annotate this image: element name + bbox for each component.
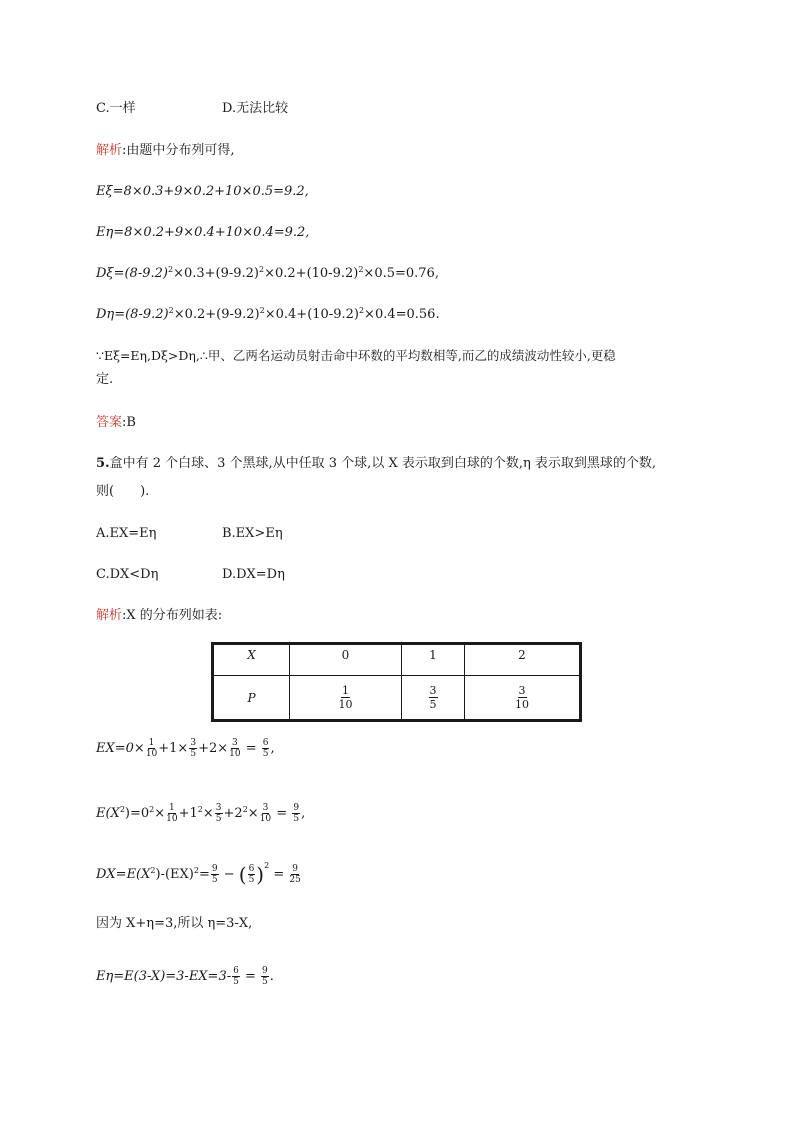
question-5-stem-1: 5.盒中有 2 个白球、3 个黑球,从中任取 3 个球,以 X 表示取到白球的个数,η 表示取到黑球的个数, xyxy=(96,456,657,471)
table-cell: 0 xyxy=(290,644,402,676)
table-row xyxy=(213,676,581,721)
option-a: A.EX=Eη xyxy=(96,526,157,541)
table-cell: $\frac{1}{10}$ xyxy=(290,676,402,721)
option-c: C.DX<Dη xyxy=(96,567,159,582)
option-c-prev: C.一样 xyxy=(96,101,136,116)
distribution-table xyxy=(211,642,582,722)
ex-formula: EX=0× $\frac{1}{10}$ +1× $\frac{3}{5}$ +2× $\frac{3}{10}$ = $\frac{6}{5}$ , xyxy=(96,738,275,759)
conclusion-line-2: 定. xyxy=(96,372,114,387)
d-xi-formula: $D\xi=(8-9.2)^2\times 0.3+(9-9.2)^2\times 0.2+(10-9.2)^2\times 0.5=0.76$, xyxy=(96,265,439,281)
analysis-5-intro: 解析:X 的分布列如表: xyxy=(96,608,223,623)
table-cell: 2 xyxy=(465,644,581,676)
table-cell: P xyxy=(213,676,290,721)
question-5-stem-2: 则( ). xyxy=(96,484,150,499)
analysis-label: 解析 xyxy=(96,608,123,623)
because-line: 因为 X+η=3,所以 η=3-X, xyxy=(96,916,253,931)
question-number: 5. xyxy=(96,456,110,471)
table-cell: 1 xyxy=(402,644,465,676)
e-eta-result: Eη=E(3-X)=3-EX=3- $\frac{6}{5}$ = $\frac{9}{5}$ . xyxy=(96,966,274,987)
table-row xyxy=(213,644,581,676)
table-cell: X xyxy=(213,644,290,676)
option-d: D.DX=Dη xyxy=(222,567,285,582)
dx-formula: $DX=E(X^2)-(EX)^2=$ $\frac{9}{5}$ − ( $\frac{6}{5}$ )$^2$ = $\frac{9}{25}$ xyxy=(96,861,301,887)
table-cell: $\frac{3}{5}$ xyxy=(402,676,465,721)
analysis-4-intro: 解析:由题中分布列可得, xyxy=(96,143,235,158)
conclusion-line-1: ∵Eξ=Eη,Dξ>Dη,∴甲、乙两名运动员射击命中环数的平均数相等,而乙的成绩波动性较小,更稳 xyxy=(96,348,616,363)
option-d-prev: D.无法比较 xyxy=(222,101,289,116)
e-eta-formula: Eη=8×0.2+9×0.4+10×0.4=9.2, xyxy=(96,225,310,240)
d-eta-formula: $D\eta=(8-9.2)^2\times 0.2+(9-9.2)^2\times 0.4+(10-9.2)^2\times 0.4=0.56$. xyxy=(96,306,440,322)
analysis-label: 解析 xyxy=(96,143,123,158)
answer-4: 答案:B xyxy=(96,415,136,430)
ex2-formula: $E(X^2)=0^2\times$ $\frac{1}{10}$ $+1^2\times$ $\frac{3}{5}$ $+2^2\times$ $\frac{3}{10}$ = $\frac{9}{5}$ , xyxy=(96,803,306,824)
answer-label: 答案 xyxy=(96,415,123,430)
e-xi-formula: Eξ=8×0.3+9×0.2+10×0.5=9.2, xyxy=(96,184,309,199)
option-b: B.EX>Eη xyxy=(222,526,283,541)
table-cell: $\frac{3}{10}$ xyxy=(465,676,581,721)
